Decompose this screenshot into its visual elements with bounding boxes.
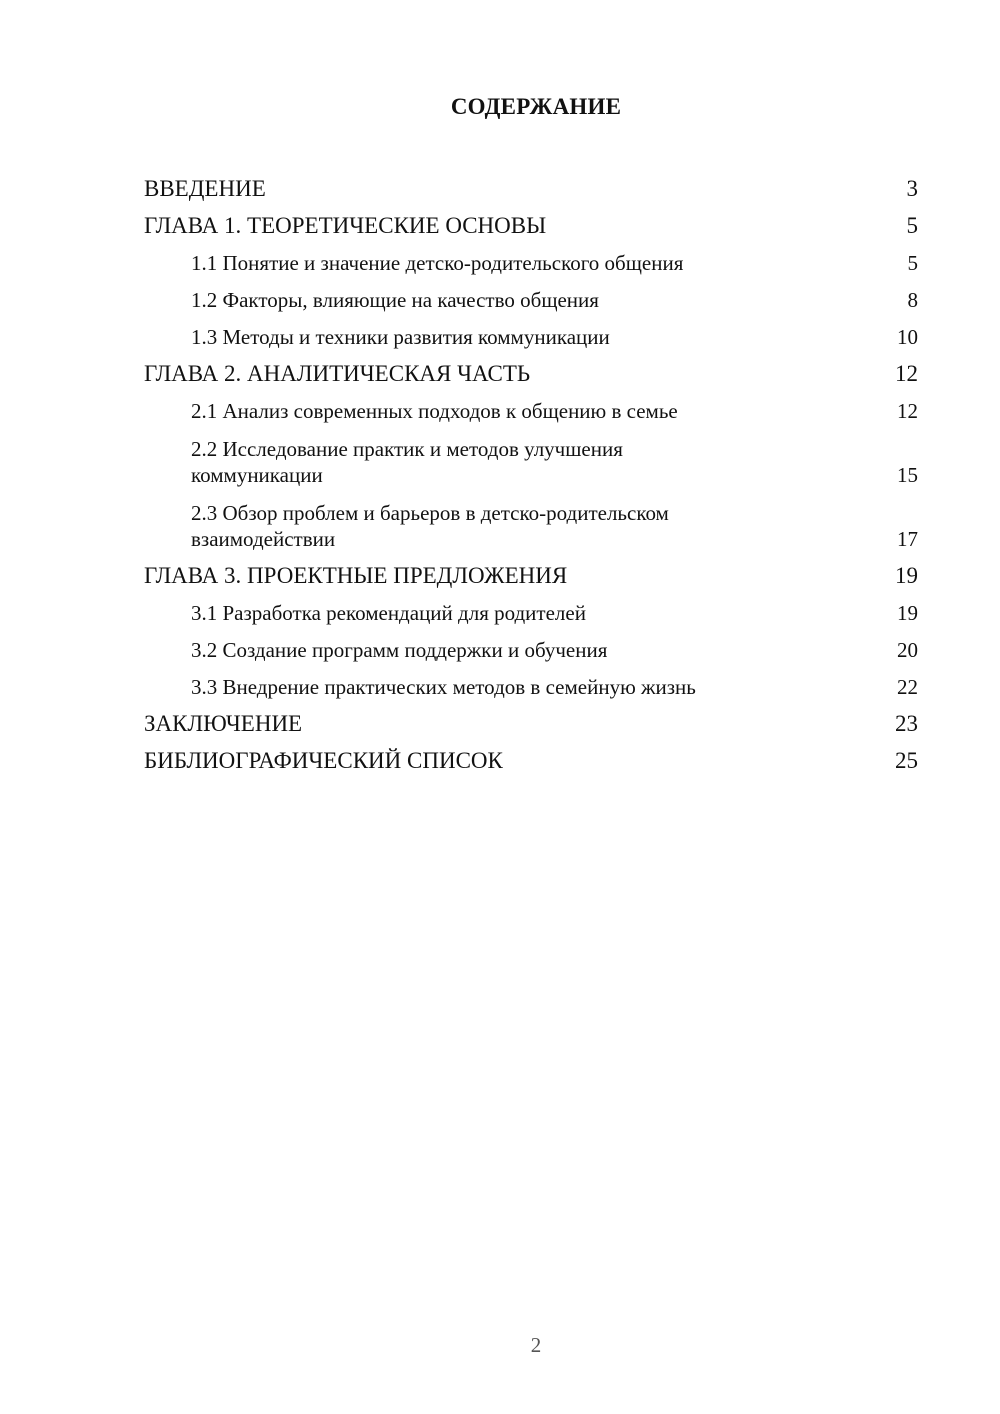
toc-entry-section-2-2	[144, 427, 918, 491]
table-of-contents	[144, 168, 918, 777]
toc-entry-section-2-1	[144, 390, 918, 427]
toc-entry-conclusion	[144, 703, 918, 740]
toc-entry-text: 1.3 Методы и техники развития коммуникации	[191, 325, 610, 349]
toc-entry-section-2-3	[144, 491, 918, 555]
toc-entry-page: 19	[895, 563, 918, 588]
toc-entry-text: 2.1 Анализ современных подходов к общению в семье	[191, 399, 678, 423]
toc-entry-page: 20	[897, 638, 918, 662]
toc-title: СОДЕРЖАНИЕ	[450, 94, 622, 119]
toc-entry-chapter-1	[144, 205, 918, 242]
toc-entry-section-3-3	[144, 666, 918, 703]
toc-entry-chapter-2	[144, 353, 918, 390]
toc-entry-introduction	[144, 168, 918, 205]
toc-entry-page: 19	[897, 601, 918, 625]
toc-entry-text: 1.1 Понятие и значение детско-родительского общения	[191, 251, 684, 275]
toc-entry-text: БИБЛИОГРАФИЧЕСКИЙ СПИСОК	[144, 748, 503, 773]
toc-entry-bibliography	[144, 740, 918, 777]
toc-entry-text: 3.3 Внедрение практических методов в семейную жизнь	[191, 675, 696, 699]
toc-entry-text: ГЛАВА 2. АНАЛИТИЧЕСКАЯ ЧАСТЬ	[144, 361, 531, 386]
toc-entry-text: 1.2 Факторы, влияющие на качество общения	[191, 288, 599, 312]
toc-entry-page: 25	[895, 748, 918, 773]
toc-entry-page: 12	[897, 399, 918, 423]
toc-entry-text: ГЛАВА 3. ПРОЕКТНЫЕ ПРЕДЛОЖЕНИЯ	[144, 563, 568, 588]
toc-entry-section-1-3	[144, 316, 918, 353]
page-number: 2	[530, 1333, 542, 1357]
toc-entry-page: 5	[907, 251, 918, 275]
toc-entry-section-3-2	[144, 629, 918, 666]
toc-entry-page: 10	[897, 325, 918, 349]
toc-entry-section-3-1	[144, 592, 918, 629]
toc-entry-page: 23	[895, 711, 918, 736]
toc-entry-text: 2.3 Обзор проблем и барьеров в детско-родительском взаимодействии	[191, 501, 669, 551]
toc-entry-text: 3.2 Создание программ поддержки и обучения	[191, 638, 608, 662]
toc-entry-chapter-3	[144, 555, 918, 592]
toc-entry-page: 12	[895, 361, 918, 386]
toc-entry-page: 8	[907, 288, 918, 312]
toc-entry-text: 2.2 Исследование практик и методов улучшения коммуникации	[191, 437, 623, 487]
toc-entry-text: ГЛАВА 1. ТЕОРЕТИЧЕСКИЕ ОСНОВЫ	[144, 213, 547, 238]
toc-entry-page: 5	[906, 213, 918, 238]
toc-entry-page: 15	[897, 463, 918, 487]
toc-entry-text: 3.1 Разработка рекомендаций для родителей	[191, 601, 586, 625]
toc-entry-section-1-2	[144, 279, 918, 316]
toc-entry-page: 17	[897, 527, 918, 551]
toc-entry-section-1-1	[144, 242, 918, 279]
toc-entry-text: ЗАКЛЮЧЕНИЕ	[144, 711, 303, 736]
toc-entry-page: 22	[897, 675, 918, 699]
toc-entry-page: 3	[906, 176, 918, 201]
toc-entry-text: ВВЕДЕНИЕ	[144, 176, 266, 201]
